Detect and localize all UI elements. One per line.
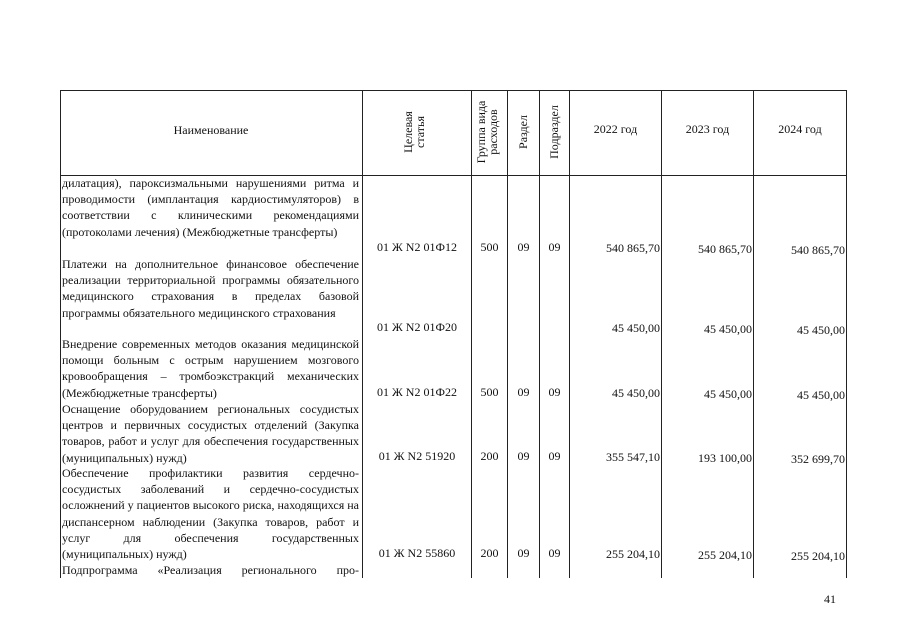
- header-2024: 2024 год: [778, 122, 822, 136]
- row-4-code: 01 Ж N2 55860: [378, 546, 456, 560]
- col-border-subsection: [539, 90, 540, 578]
- row-0-section: 09: [517, 240, 530, 254]
- row-4-2022: 255 204,10: [606, 547, 660, 561]
- row-3-subsection: 09: [548, 449, 561, 463]
- row-1-2022: 45 450,00: [612, 321, 660, 335]
- row-2-2024: 45 450,00: [797, 388, 845, 402]
- row-4-name: Обеспечение профилактики развития сердечно-сосудистых заболеваний и сердечно-сосудистых осложнений у пациентов высокого риска, находящихся на диспансерном наблюдении (Закупка товаров, работ и услуг для обеспечения государственных (муниципальных) нужд): [62, 466, 359, 562]
- row-0-subsection: 09: [548, 240, 561, 254]
- page-number: 41: [824, 592, 836, 606]
- row-3-group: 200: [480, 449, 499, 463]
- row-5-name: Подпрограмма «Реализация регионального про-: [62, 563, 359, 577]
- row-0-2023: 540 865,70: [698, 242, 752, 256]
- row-3-2022: 355 547,10: [606, 450, 660, 464]
- row-2-2023: 45 450,00: [704, 387, 752, 401]
- col-border-section: [507, 90, 508, 578]
- row-2-code: 01 Ж N2 01Ф22: [377, 385, 457, 399]
- col-border-group: [471, 90, 472, 578]
- row-3-name: Оснащение оборудованием региональных сосудистых центров и первичных сосудистых отделений (Закупка товаров, работ и услуг для обеспечения государственных (муниципальных) нужд): [62, 402, 359, 465]
- row-4-group: 200: [480, 546, 499, 560]
- row-1-2024: 45 450,00: [797, 323, 845, 337]
- row-2-2022: 45 450,00: [612, 386, 660, 400]
- row-2-subsection: 09: [548, 385, 561, 399]
- header-target-article: Целевая статья: [401, 111, 427, 153]
- row-3-section: 09: [517, 449, 530, 463]
- col-border-left: [60, 90, 61, 578]
- col-border-right: [846, 90, 847, 578]
- row-4-section: 09: [517, 546, 530, 560]
- row-0-2022: 540 865,70: [606, 241, 660, 255]
- row-3-2023: 193 100,00: [698, 451, 752, 465]
- header-section: Раздел: [516, 115, 530, 149]
- row-0-name: дилатация), пароксизмальными нарушениями ритма и проводимости (имплантация кардиостимуляторов) в соответствии с клиническими рекомендациями (протоколами лечения) (Межбюджетные трансферты): [62, 176, 359, 239]
- header-name: Наименование: [173, 123, 249, 137]
- header-2022: 2022 год: [593, 122, 638, 136]
- row-3-2024: 352 699,70: [791, 452, 845, 466]
- col-border-code: [362, 90, 363, 578]
- table-top-border: [60, 90, 847, 91]
- row-2-name: Внедрение современных методов оказания медицинской помощи больным с острым нарушением мозгового кровообращения – тромбоэкстракций механических (Межбюджетные трансферты): [62, 337, 359, 400]
- header-2023: 2023 год: [685, 122, 730, 136]
- row-4-2023: 255 204,10: [698, 548, 752, 562]
- row-0-group: 500: [480, 240, 499, 254]
- row-0-2024: 540 865,70: [791, 243, 845, 257]
- header-subsection: Подраздел: [547, 105, 561, 159]
- row-4-2024: 255 204,10: [791, 549, 845, 563]
- row-1-code: 01 Ж N2 01Ф20: [377, 320, 457, 334]
- row-4-subsection: 09: [548, 546, 561, 560]
- row-2-group: 500: [480, 385, 499, 399]
- row-0-code: 01 Ж N2 01Ф12: [377, 240, 457, 254]
- row-1-2023: 45 450,00: [704, 322, 752, 336]
- row-3-code: 01 Ж N2 51920: [378, 449, 456, 463]
- row-1-name: Платежи на дополнительное финансовое обеспечение реализации территориальной программы обязательного медицинского страхования в пределах базовой программы обязательного медицинского страхования: [62, 257, 359, 320]
- row-2-section: 09: [517, 385, 530, 399]
- header-expense-group: Группа вида расходов: [474, 100, 500, 164]
